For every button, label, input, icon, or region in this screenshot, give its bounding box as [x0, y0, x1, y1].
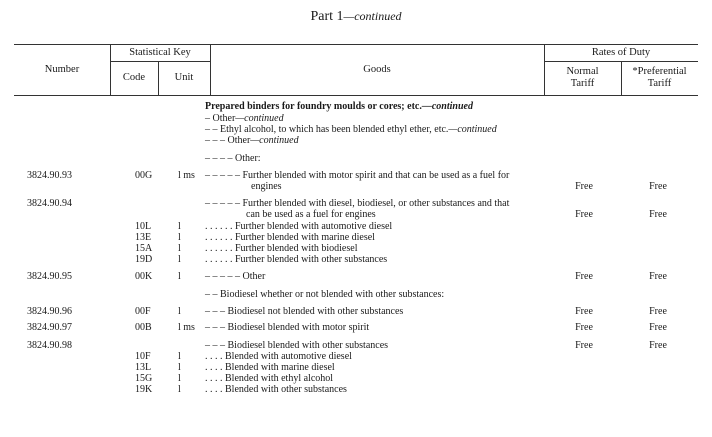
stat-code: 19K	[135, 384, 153, 395]
pref-line-1: *Preferential	[632, 66, 687, 77]
goods-description: – – – Biodiesel blended with other substances	[205, 340, 389, 351]
heading-text: – Other	[205, 113, 236, 124]
tariff-number: 3824.90.93	[27, 170, 72, 181]
stat-code: 00K	[135, 271, 153, 282]
part-continued: —continued	[343, 9, 402, 23]
normal-rate: Free	[575, 271, 593, 282]
stat-code: 15G	[135, 373, 153, 384]
normal-rate: Free	[575, 340, 593, 351]
stat-unit: l	[178, 243, 181, 254]
header-bottom-rule	[14, 95, 698, 96]
stat-code: 00F	[135, 306, 151, 317]
normal-rate: Free	[575, 322, 593, 333]
normal-rate: Free	[575, 209, 593, 220]
stat-code: 13L	[135, 362, 152, 373]
header-preferential-tariff	[621, 66, 698, 90]
goods-description: . . . . . . Further blended with biodiesel	[205, 243, 358, 254]
tariff-number: 3824.90.95	[27, 271, 72, 282]
goods-description-cont: can be used as a fuel for engines	[246, 209, 376, 220]
preferential-rate: Free	[649, 340, 667, 351]
heading-biodiesel: – – Biodiesel whether or not blended with other substances:	[205, 289, 445, 300]
stat-unit: l ms	[178, 322, 195, 333]
tariff-number: 3824.90.98	[27, 340, 72, 351]
stat-unit: l	[178, 306, 181, 317]
heading-other	[205, 113, 284, 125]
stat-unit: l	[178, 221, 181, 232]
goods-description: – – – Biodiesel blended with motor spirit	[205, 322, 370, 333]
normal-line-1: Normal	[566, 66, 599, 77]
heading-text: Prepared binders for foundry moulds or cores; etc.	[205, 101, 422, 112]
tariff-number: 3824.90.96	[27, 306, 72, 317]
normal-line-2: Tariff	[570, 78, 595, 89]
goods-description: – – – – – Other	[205, 271, 266, 282]
preferential-rate: Free	[649, 271, 667, 282]
stat-code: 10L	[135, 221, 152, 232]
stat-code: 13E	[135, 232, 152, 243]
header-rates: Rates of Duty	[591, 47, 651, 58]
header-stat-key: Statistical Key	[129, 47, 191, 58]
heading-other-level4: – – – – Other:	[205, 153, 261, 164]
goods-description-cont: engines	[251, 181, 282, 192]
goods-description: . . . . . . Further blended with automotive diesel	[205, 221, 393, 232]
stat-unit: l	[178, 271, 181, 282]
heading-ethyl-alcohol	[205, 124, 497, 136]
heading-continued: —continued	[448, 124, 497, 135]
table-header	[14, 44, 698, 96]
normal-rate: Free	[575, 306, 593, 317]
pref-line-2: Tariff	[647, 78, 672, 89]
heading-other-level3	[205, 135, 299, 147]
stat-unit: l	[178, 254, 181, 265]
header-unit: Unit	[174, 72, 194, 83]
goods-description: – – – Biodiesel not blended with other substances	[205, 306, 404, 317]
stat-code: 15A	[135, 243, 153, 254]
stat-code: 00G	[135, 170, 153, 181]
stat-code: 19D	[135, 254, 153, 265]
goods-description: – – – – – Further blended with motor spirit and that can be used as a fuel for	[205, 170, 510, 181]
part-label: Part 1	[310, 9, 344, 24]
goods-description: . . . . Blended with ethyl alcohol	[205, 373, 334, 384]
page-title	[0, 9, 712, 25]
goods-description: . . . . . . Further blended with other substances	[205, 254, 388, 265]
heading-continued: —continued	[421, 101, 473, 112]
goods-description: . . . . Blended with other substances	[205, 384, 347, 395]
heading-continued: —continued	[250, 135, 299, 146]
header-code: Code	[122, 72, 146, 83]
stat-unit: l	[178, 362, 181, 373]
header-top-rule	[14, 44, 698, 45]
goods-description: . . . . Blended with marine diesel	[205, 362, 335, 373]
preferential-rate: Free	[649, 322, 667, 333]
stat-code: 00B	[135, 322, 152, 333]
preferential-rate: Free	[649, 306, 667, 317]
heading-prepared-binders	[205, 101, 473, 113]
goods-description: . . . . Blended with automotive diesel	[205, 351, 352, 362]
stat-unit: l	[178, 351, 181, 362]
tariff-number: 3824.90.94	[27, 198, 72, 209]
tariff-number: 3824.90.97	[27, 322, 72, 333]
preferential-rate: Free	[649, 209, 667, 220]
stat-unit: l ms	[178, 170, 195, 181]
stat-unit: l	[178, 232, 181, 243]
heading-continued: —continued	[235, 113, 284, 124]
goods-description: . . . . . . Further blended with marine diesel	[205, 232, 375, 243]
normal-rate: Free	[575, 181, 593, 192]
stat-key-rule	[110, 61, 210, 62]
stat-unit: l	[178, 373, 181, 384]
preferential-rate: Free	[649, 181, 667, 192]
header-normal-tariff	[544, 66, 621, 90]
header-number: Number	[44, 64, 80, 75]
heading-text: – – Ethyl alcohol, to which has been blended ethyl ether, etc.	[205, 124, 449, 135]
goods-description: – – – – – Further blended with diesel, biodiesel, or other substances and that	[205, 198, 510, 209]
header-goods: Goods	[363, 64, 391, 75]
heading-text: – – – Other	[205, 135, 251, 146]
stat-unit: l	[178, 384, 181, 395]
stat-code: 10F	[135, 351, 151, 362]
